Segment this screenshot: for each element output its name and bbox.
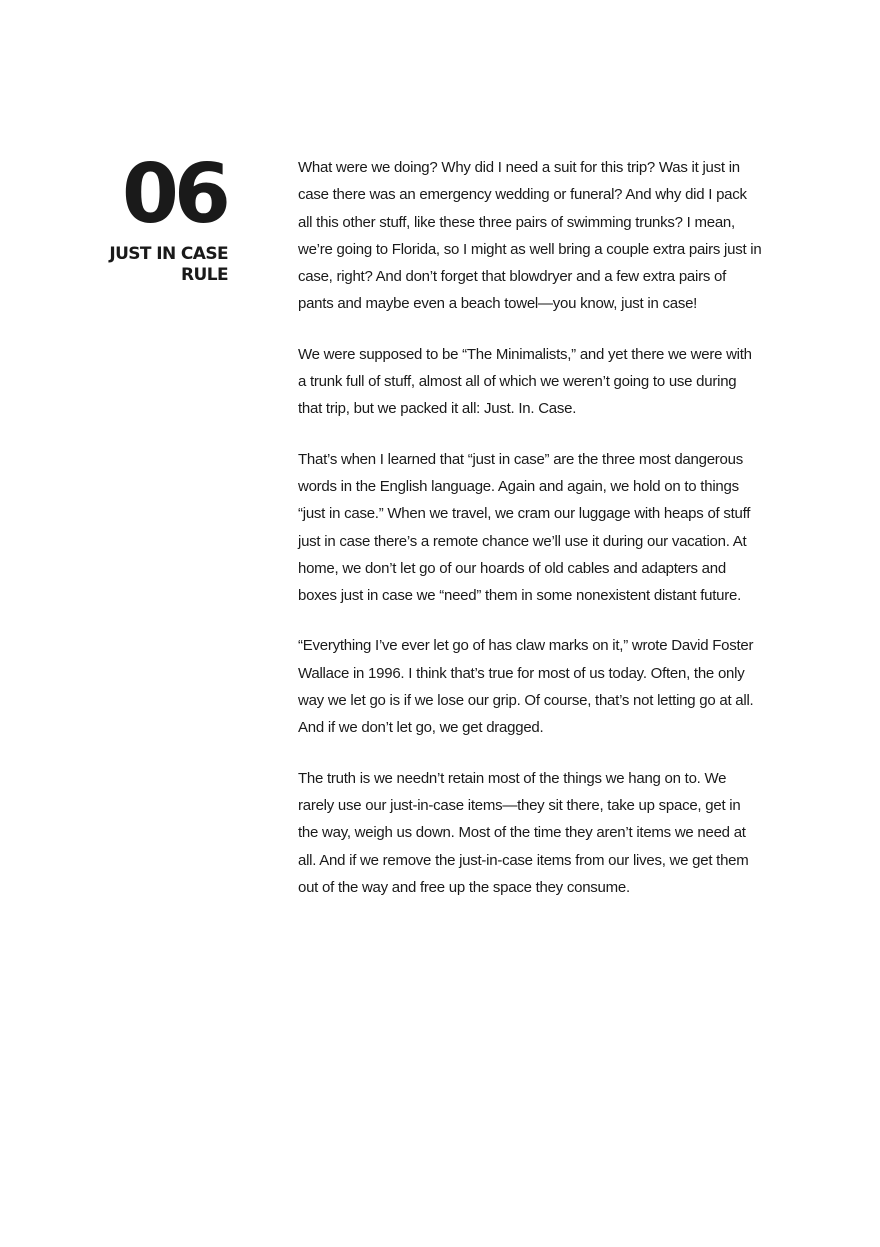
- body-paragraph: What were we doing? Why did I need a suit for this trip? Was it just in case there was an emergency wedding or funeral? And why did I pack all this other stuff, like these three pairs of swimming trunks? I mean, we’re going to Florida, so I might as well bring a couple extra pairs just in case, right? And don’t forget that blowdryer and a few extra pairs of pants and maybe even a beach towel—you know, just in case!: [298, 159, 762, 313]
- chapter-title-line: JUST IN CASE: [109, 244, 228, 264]
- body-paragraph: That’s when I learned that “just in case” are the three most dangerous words in the English language. Again and again, we hold on to things “just in case.” When we travel, we cram our luggage with heaps of stuff just in case there’s a remote chance we’ll use it during our vacation. At home, we don’t let go of our hoards of old cables and adapters and boxes just in case we “need” them in some nonexistent distant future.: [298, 450, 751, 605]
- chapter-title: [60, 244, 228, 286]
- body-paragraph: We were supposed to be “The Minimalists,” and yet there we were with a trunk full of stuff, almost all of which we weren’t going to use during that trip, but we packed it all: Just. In. Case.: [298, 345, 752, 418]
- chapter-title-line: RULE: [181, 265, 228, 285]
- chapter-heading: [60, 147, 228, 286]
- body-paragraph: “Everything I’ve ever let go of has claw marks on it,” wrote David Foster Wallace in 1996. I think that’s true for most of us today. Often, the only way we let go is if we lose our grip. Of course, that’s not letting go at all. And if we don’t let go, we get dragged.: [298, 637, 754, 737]
- chapter-body: [298, 154, 762, 924]
- body-paragraph: The truth is we needn’t retain most of the things we hang on to. We rarely use our just-in-case items—they sit there, take up space, get in the way, weigh us down. Most of the time they aren’t items we need at all. And if we remove the just-in-case items from our lives, we get them out of the way and free up the space they consume.: [298, 769, 749, 896]
- chapter-number: 06: [121, 147, 226, 242]
